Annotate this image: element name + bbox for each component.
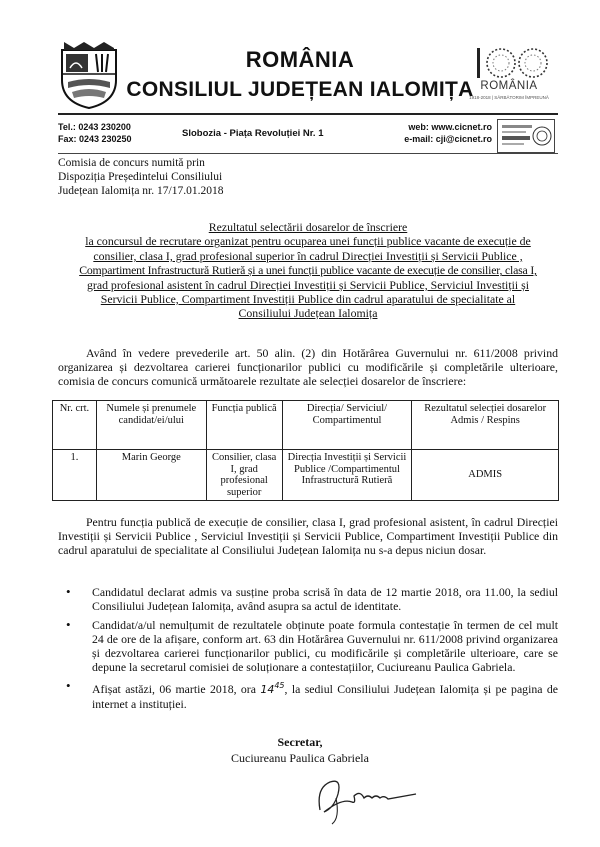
cell-nume: Marin George — [96, 450, 206, 501]
centenary-logo-label: ROMÂNIA — [480, 80, 538, 92]
commission-line: Comisia de concurs numită prin — [58, 157, 205, 169]
title-line: la concursul de recrutare organizat pentru ocuparea unei funcții publice vacante de execuție de — [85, 234, 531, 249]
handwritten-hour: 14 — [260, 682, 275, 696]
notice-list — [58, 585, 558, 716]
posting-text-start: Afișat astăzi, 06 martie 2018, ora — [92, 681, 261, 696]
title-line: Compartiment Infrastructură Rutieră și a unei funcții publice vacante de execuție de consilier, clasa I, — [79, 263, 537, 278]
commission-reference — [58, 156, 223, 198]
contact-divider — [58, 153, 558, 154]
contact-fax: Fax: 0243 230250 — [58, 134, 132, 144]
contact-tel: Tel.: 0243 230200 — [58, 122, 131, 132]
results-table — [52, 400, 559, 501]
title-line: consilier, clasa I, grad profesional superior în cadrul Direcției Investiții și Servicii Publice , — [93, 248, 523, 263]
header-divider — [58, 113, 558, 115]
list-item: • Candidat/a/ul nemulțumit de rezultatele obținute poate formula contestație în termen de cel mult 24 de ore de la afișare, conform art. 63 din Hotărârea Guvernului nr. 611/2008 privind organizarea și dezvoltarea carierei funcționarilor publici, cu modificările și completările ulterioare, care se depune la secretarul comisiei de soluționare a contestațiilor, Cuciureanu Paulica Gabriela. — [92, 618, 558, 674]
contact-email: e-mail: cji@cicnet.ro — [404, 134, 492, 144]
handwritten-signature-icon — [312, 768, 422, 828]
document-title — [60, 220, 556, 321]
intro-paragraph: Având în vedere prevederile art. 50 alin. (2) din Hotărârea Guvernului nr. 611/2008 privind organizarea și dezvoltarea carierei funcționarilor publici cu modificările și completările ulterioare, comisia de concurs comunică următoarele rezultate ale selecției dosarelor de înscriere: — [58, 346, 558, 388]
handwritten-minutes: 45 — [274, 681, 285, 690]
cell-functia: Consilier, clasa I, grad profesional superior — [206, 450, 282, 501]
centenary-logo-subtext: 1918-2018 | SĂRBĂTORIM ÎMPREUNĂ — [469, 95, 549, 100]
cell-directia: Direcția Investiții și Servicii Publice /Compartimentul Infrastructură Rutieră — [282, 450, 412, 501]
title-line: Rezultatul selectării dosarelor de înscriere — [208, 220, 408, 234]
signature-name: Cuciureanu Paulica Gabriela — [231, 751, 369, 765]
header-nr: Nr. crt. — [53, 401, 97, 450]
cell-nr: 1. — [53, 450, 97, 501]
title-line: grad profesional asistent în cadrul Direcției Investiții și Servicii Publice, Serviciul Investiții și — [87, 277, 529, 292]
header-title-country: ROMÂNIA — [245, 47, 355, 72]
cell-rezultatul: ADMIS — [412, 450, 559, 501]
table-row — [53, 450, 559, 501]
header-title-institution: CONSILIUL JUDEȚEAN IALOMIȚA — [126, 78, 474, 101]
commission-line: Județean Ialomița nr. 17/17.01.2018 — [58, 185, 224, 197]
list-item: • Candidatul declarat admis va susține proba scrisă în data de 12 martie 2018, ora 11.00, la sediul Consiliului Județean Ialomița, având asupra sa actul de identitate. — [92, 585, 558, 613]
certification-stamp-icon — [497, 119, 555, 153]
title-line: Servicii Publice, Compartiment Investiții Publice din cadrul aparatului de specialitate al — [100, 292, 516, 307]
posting-text-end: , la sediul Consiliului Județean Ialomița și pe pagina de internet a instituției. — [92, 681, 558, 711]
title-line: Consiliului Județean Ialomița — [238, 306, 378, 321]
commission-line: Dispoziția Președintelui Consiliului — [58, 171, 223, 183]
list-item — [92, 679, 558, 711]
header-rezultatul: Rezultatul selecției dosarelor Admis / Respins — [412, 401, 559, 450]
contact-web: web: www.cicnet.ro — [408, 122, 492, 132]
contact-address: Slobozia - Piața Revoluției Nr. 1 — [182, 128, 324, 139]
signature-title: Secretar, — [277, 735, 323, 749]
header-nume: Numele și prenumele candidat/ei/ului — [96, 401, 206, 450]
header-directia: Direcția/ Serviciul/ Compartimentul — [282, 401, 412, 450]
note-paragraph: Pentru funcția publică de execuție de consilier, clasa I, grad profesional asistent, în cadrul Direcției Investiții și Servicii Publice , Serviciul Investiții și Servicii Publice, Compartiment Investiții Publice din cadrul aparatului de specialitate al Consiliului Județean Ialomița nu s-a depus niciun dosar. — [58, 515, 558, 557]
table-header-row — [53, 401, 559, 450]
header-functia: Funcția publică — [206, 401, 282, 450]
